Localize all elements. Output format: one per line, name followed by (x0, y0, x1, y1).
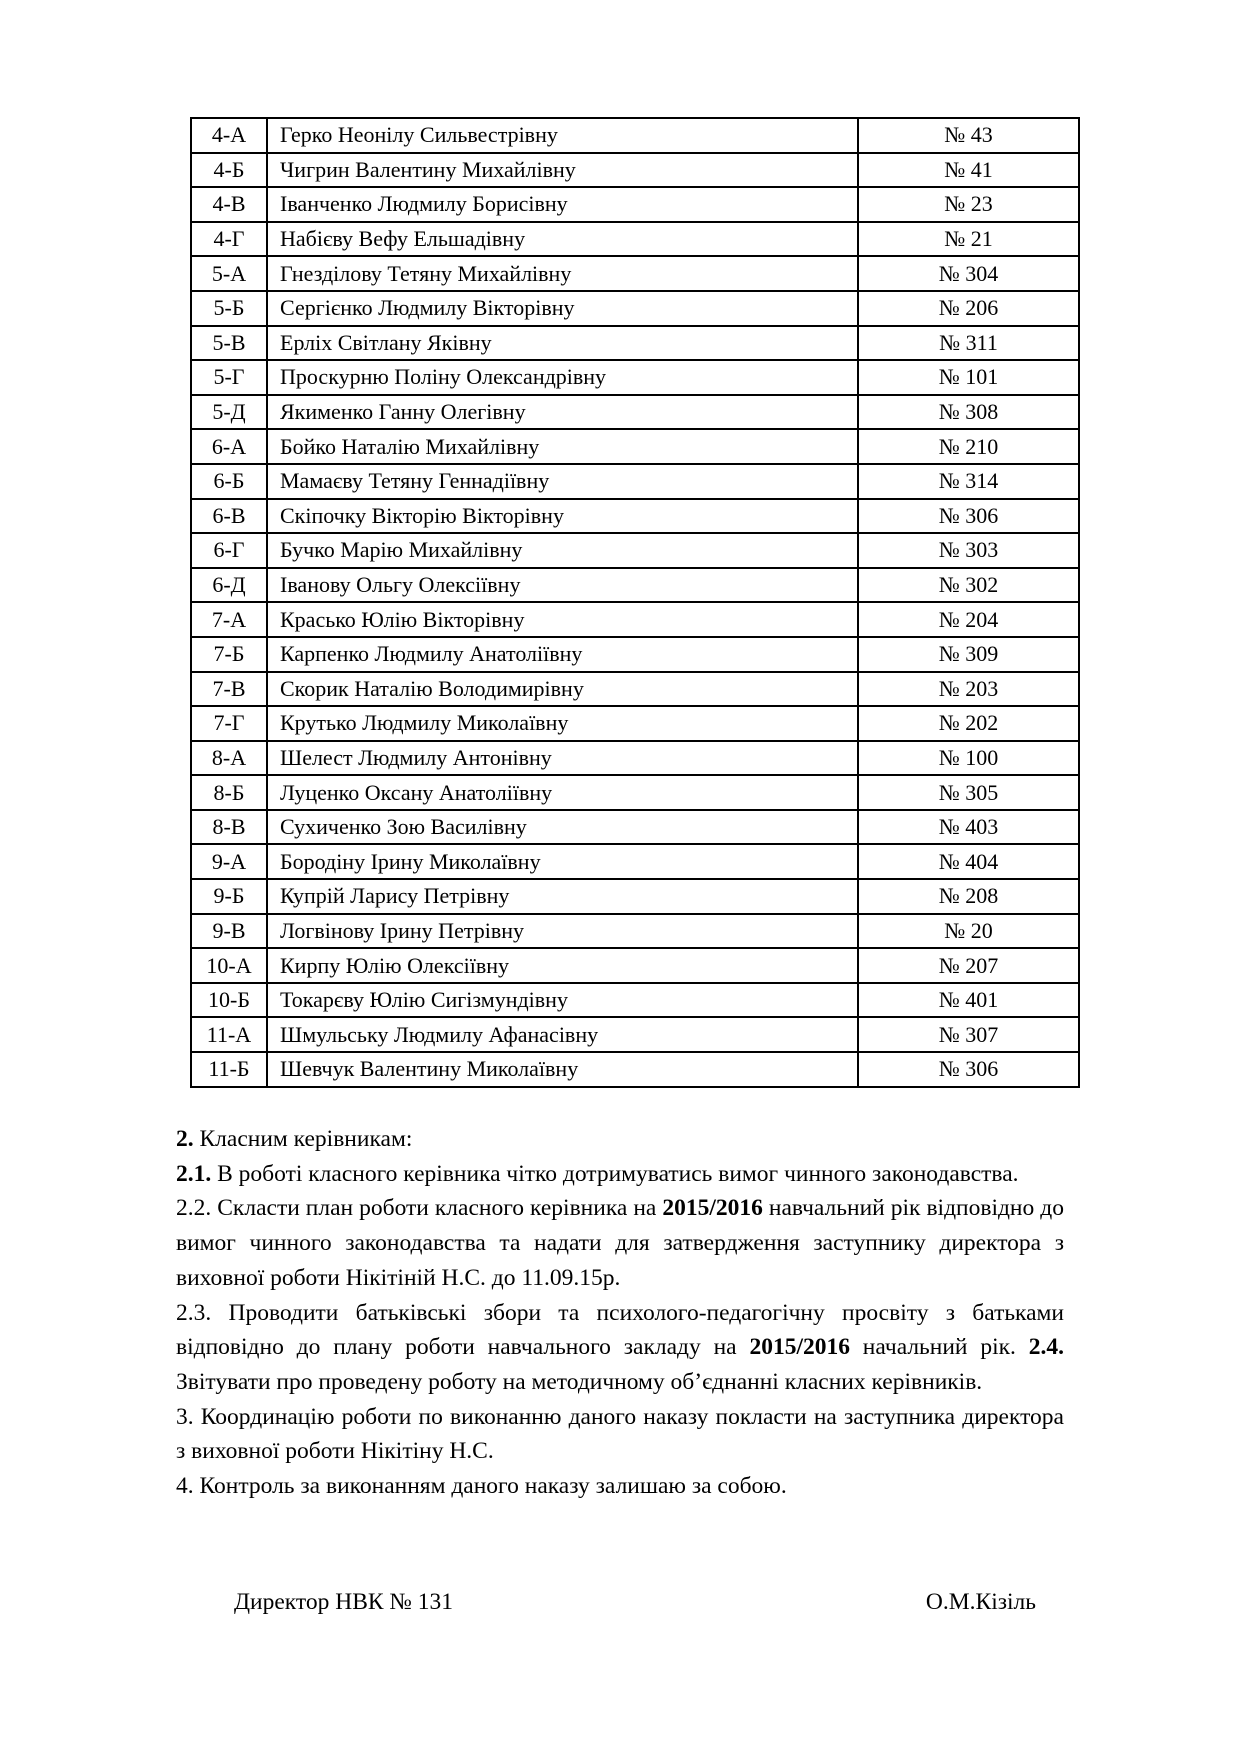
class-cell: 4-А (191, 118, 267, 153)
table-row (191, 706, 1079, 741)
room-cell: № 206 (858, 291, 1079, 326)
class-cell: 4-Б (191, 153, 267, 188)
paragraph-segment: 3. Координацію роботи по виконанню даного наказу покласти на заступника директора з виховної роботи Нікітіну Н.С. (176, 1403, 1064, 1465)
table-row (191, 360, 1079, 395)
table-row (191, 187, 1079, 222)
table-row (191, 1017, 1079, 1052)
room-cell: № 208 (858, 879, 1079, 914)
table-row (191, 844, 1079, 879)
room-cell: № 202 (858, 706, 1079, 741)
table-row (191, 256, 1079, 291)
teacher-cell: Чигрин Валентину Михайлівну (267, 153, 858, 188)
class-cell: 5-Б (191, 291, 267, 326)
teacher-cell: Проскурню Поліну Олександрівну (267, 360, 858, 395)
paragraph-segment: 2.2. Скласти план роботи класного керівника на (176, 1195, 663, 1222)
teacher-cell: Купрій Ларису Петрівну (267, 879, 858, 914)
teacher-cell: Іванову Ольгу Олексіївну (267, 568, 858, 603)
table-row (191, 948, 1079, 983)
class-cell: 7-Б (191, 637, 267, 672)
teacher-cell: Скіпочку Вікторію Вікторівну (267, 499, 858, 534)
teacher-cell: Набієву Вефу Ельшадівну (267, 222, 858, 257)
class-cell: 6-Д (191, 568, 267, 603)
paragraph-segment-bold: 2. (176, 1126, 200, 1152)
room-cell: № 207 (858, 948, 1079, 983)
signature-row (176, 1585, 1064, 1620)
table-row (191, 672, 1079, 707)
table-row (191, 153, 1079, 188)
room-cell: № 21 (858, 222, 1079, 257)
paragraph-segment-bold: 2.4. (1028, 1334, 1064, 1361)
room-cell: № 305 (858, 775, 1079, 810)
signature-title: Директор НВК № 131 (234, 1589, 453, 1615)
room-cell: № 314 (858, 464, 1079, 499)
class-cell: 8-А (191, 741, 267, 776)
teacher-cell: Бойко Наталію Михайлівну (267, 429, 858, 464)
table-row (191, 464, 1079, 499)
teacher-cell: Токарєву Юлію Сигізмундівну (267, 983, 858, 1018)
room-cell: № 308 (858, 395, 1079, 430)
room-cell: № 306 (858, 1052, 1079, 1087)
teacher-cell: Скорик Наталію Володимирівну (267, 672, 858, 707)
class-teachers-table (190, 117, 1080, 1088)
room-cell: № 403 (858, 810, 1079, 845)
class-cell: 5-А (191, 256, 267, 291)
table-row (191, 602, 1079, 637)
class-cell: 6-Г (191, 533, 267, 568)
room-cell: № 43 (858, 118, 1079, 153)
class-cell: 6-Б (191, 464, 267, 499)
table-row (191, 914, 1079, 949)
room-cell: № 204 (858, 602, 1079, 637)
signature-name: О.М.Кізіль (925, 1589, 1036, 1615)
class-cell: 4-Г (191, 222, 267, 257)
paragraph-segment: навчальний рік відповідно до вимог чинного законодавства та надати для затвердження заступнику директора з виховної роботи Нікітіній Н.С. до 11.09.15р. (176, 1195, 1064, 1291)
class-cell: 10-Б (191, 983, 267, 1018)
room-cell: № 311 (858, 326, 1079, 361)
table-row (191, 775, 1079, 810)
class-cell: 5-Г (191, 360, 267, 395)
class-cell: 9-В (191, 914, 267, 949)
paragraph-3 (176, 1400, 1064, 1469)
paragraph-segment: начальний рік. (849, 1334, 1029, 1361)
teacher-cell: Луценко Оксану Анатоліївну (267, 775, 858, 810)
room-cell: № 302 (858, 568, 1079, 603)
room-cell: № 101 (858, 360, 1079, 395)
paragraph-2 (176, 1122, 1064, 1157)
room-cell: № 401 (858, 983, 1079, 1018)
class-cell: 10-А (191, 948, 267, 983)
paragraph-segment-bold: 2015/2016 (662, 1195, 763, 1222)
class-cell: 11-Б (191, 1052, 267, 1087)
teacher-cell: Кирпу Юлію Олексіївну (267, 948, 858, 983)
table-row (191, 533, 1079, 568)
paragraph-segment: 4. Контроль за виконанням даного наказу залишаю за собою. (176, 1473, 787, 1500)
class-cell: 11-А (191, 1017, 267, 1052)
room-cell: № 306 (858, 499, 1079, 534)
paragraph-segment: 2.3. Проводити батьківські збори та психолого-педагогічну просвіту з батьками відповідно до плану роботи навчального закладу на (176, 1299, 1064, 1361)
paragraph-segment: Звітувати про проведену роботу на методичному об’єднанні класних керівників. (176, 1368, 983, 1395)
order-text (176, 1122, 1064, 1504)
table-row (191, 118, 1079, 153)
teacher-cell: Шевчук Валентину Миколаївну (267, 1052, 858, 1087)
table-row (191, 568, 1079, 603)
room-cell: № 307 (858, 1017, 1079, 1052)
table-row (191, 637, 1079, 672)
table-row (191, 326, 1079, 361)
paragraph-2-3 (176, 1296, 1064, 1400)
class-cell: 5-В (191, 326, 267, 361)
room-cell: № 203 (858, 672, 1079, 707)
teacher-cell: Бородіну Ірину Миколаївну (267, 844, 858, 879)
teacher-cell: Бучко Марію Михайлівну (267, 533, 858, 568)
room-cell: № 41 (858, 153, 1079, 188)
class-cell: 4-В (191, 187, 267, 222)
teacher-cell: Герко Неонілу Сильвестрівну (267, 118, 858, 153)
class-cell: 7-В (191, 672, 267, 707)
table-row (191, 222, 1079, 257)
paragraph-2-1 (176, 1157, 1064, 1192)
teacher-cell: Гнезділову Тетяну Михайлівну (267, 256, 858, 291)
teacher-cell: Якименко Ганну Олегівну (267, 395, 858, 430)
paragraph-4 (176, 1469, 1064, 1504)
teacher-cell: Ерліх Світлану Яківну (267, 326, 858, 361)
room-cell: № 309 (858, 637, 1079, 672)
paragraph-segment-bold: 2015/2016 (749, 1334, 850, 1361)
table-row (191, 879, 1079, 914)
table-row (191, 810, 1079, 845)
table-row (191, 395, 1079, 430)
table-row (191, 429, 1079, 464)
paragraph-segment: Класним керівникам: (199, 1126, 413, 1152)
teacher-cell: Сергієнко Людмилу Вікторівну (267, 291, 858, 326)
teacher-cell: Логвінову Ірину Петрівну (267, 914, 858, 949)
paragraph-segment: В роботі класного керівника чітко дотримуватись вимог чинного законодавства. (217, 1160, 1019, 1187)
paragraph-segment-bold: 2.1. (176, 1160, 218, 1187)
teacher-cell: Шмульську Людмилу Афанасівну (267, 1017, 858, 1052)
room-cell: № 304 (858, 256, 1079, 291)
teacher-cell: Іванченко Людмилу Борисівну (267, 187, 858, 222)
teacher-cell: Красько Юлію Вікторівну (267, 602, 858, 637)
class-cell: 6-В (191, 499, 267, 534)
teacher-cell: Крутько Людмилу Миколаївну (267, 706, 858, 741)
teacher-cell: Мамаєву Тетяну Геннадіївну (267, 464, 858, 499)
class-cell: 7-А (191, 602, 267, 637)
class-cell: 9-А (191, 844, 267, 879)
table-row (191, 1052, 1079, 1087)
room-cell: № 20 (858, 914, 1079, 949)
class-cell: 8-Б (191, 775, 267, 810)
room-cell: № 303 (858, 533, 1079, 568)
table-row (191, 499, 1079, 534)
class-teachers-table-body (191, 118, 1079, 1087)
class-cell: 9-Б (191, 879, 267, 914)
room-cell: № 100 (858, 741, 1079, 776)
teacher-cell: Карпенко Людмилу Анатоліївну (267, 637, 858, 672)
room-cell: № 404 (858, 844, 1079, 879)
room-cell: № 23 (858, 187, 1079, 222)
class-cell: 7-Г (191, 706, 267, 741)
class-cell: 5-Д (191, 395, 267, 430)
teacher-cell: Шелест Людмилу Антонівну (267, 741, 858, 776)
class-cell: 6-А (191, 429, 267, 464)
table-row (191, 741, 1079, 776)
paragraph-2-2 (176, 1191, 1064, 1295)
class-cell: 8-В (191, 810, 267, 845)
table-row (191, 983, 1079, 1018)
teacher-cell: Сухиченко Зою Василівну (267, 810, 858, 845)
table-row (191, 291, 1079, 326)
room-cell: № 210 (858, 429, 1079, 464)
